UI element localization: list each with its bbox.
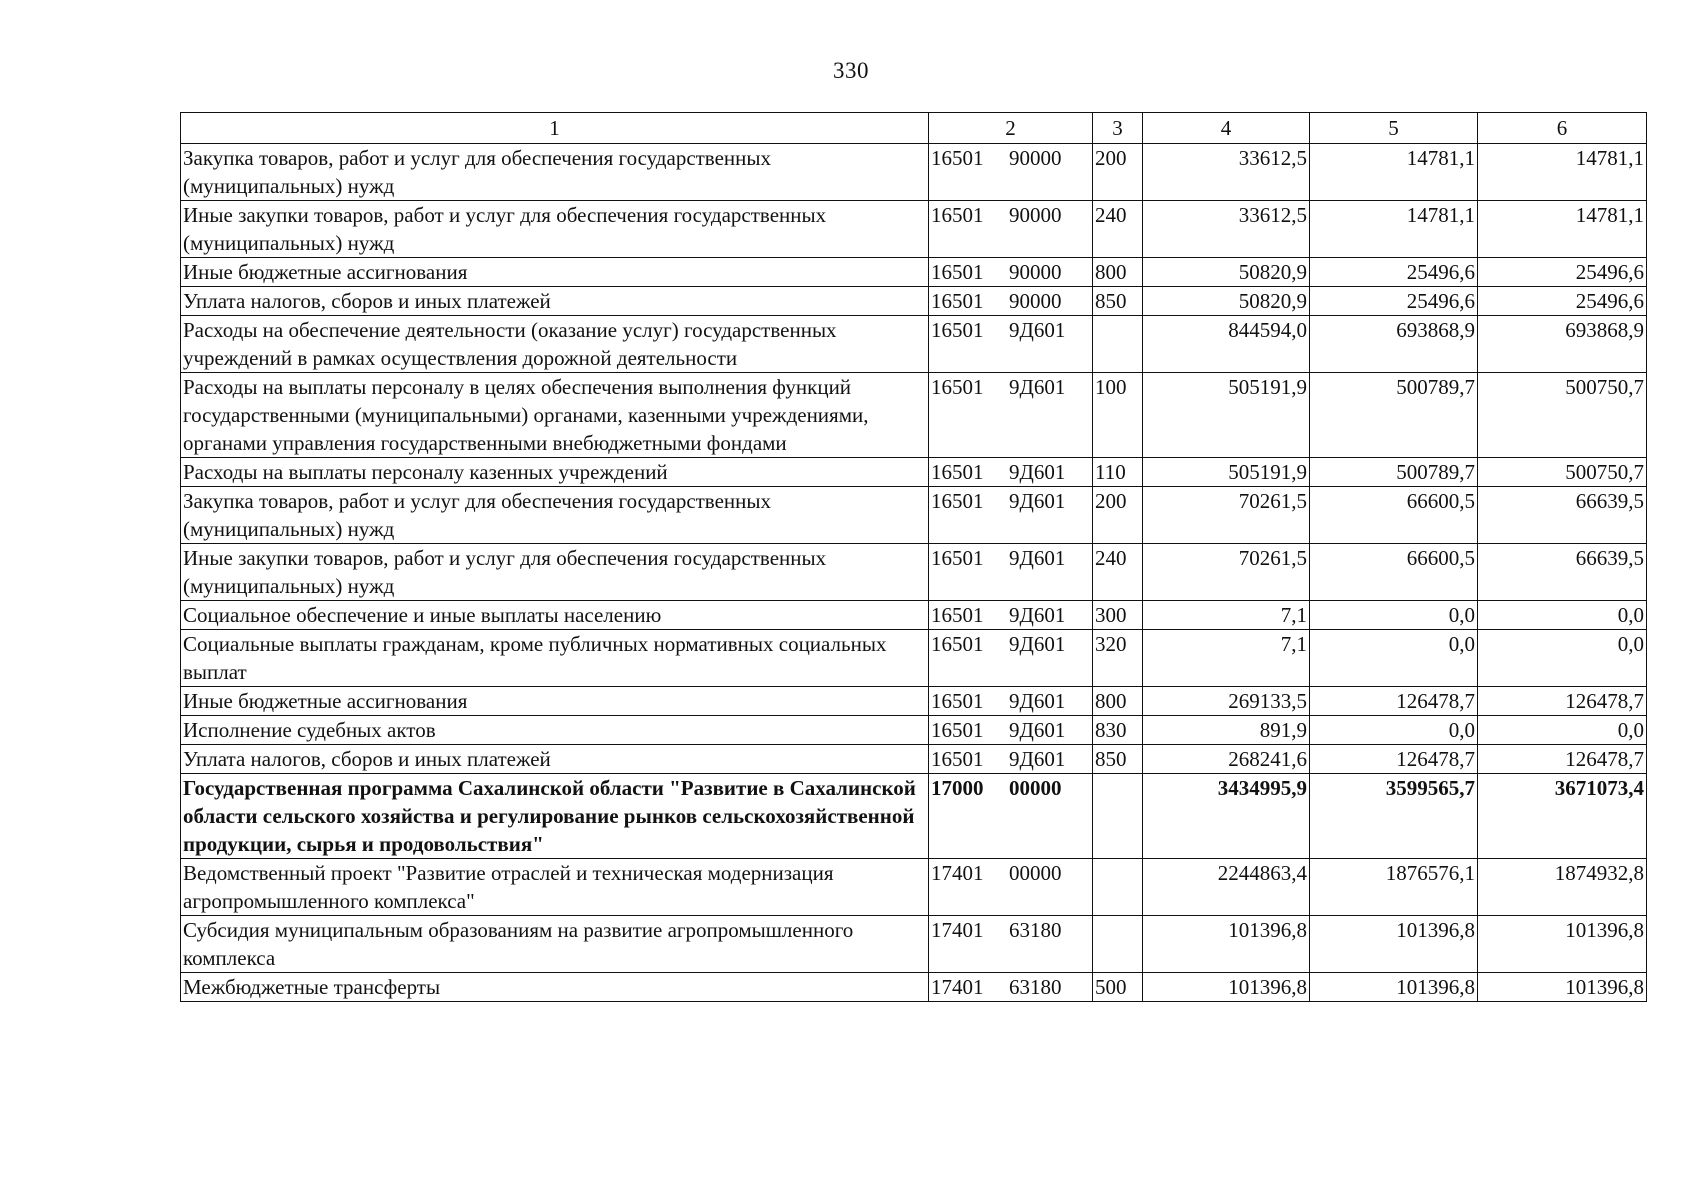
row-code-direction: 63180 bbox=[1009, 918, 1062, 942]
table-row bbox=[181, 287, 1647, 316]
row-value-col4: 505191,9 bbox=[1143, 373, 1310, 458]
row-target-code bbox=[929, 316, 1093, 373]
row-name: Закупка товаров, работ и услуг для обеспечения государственных (муниципальных) нужд bbox=[181, 144, 929, 201]
row-expense-kind: 300 bbox=[1093, 601, 1143, 630]
row-value-col4: 844594,0 bbox=[1143, 316, 1310, 373]
row-code-program: 16501 bbox=[931, 489, 984, 513]
table-row bbox=[181, 144, 1647, 201]
row-target-code bbox=[929, 201, 1093, 258]
row-value-col5: 66600,5 bbox=[1310, 544, 1478, 601]
table-row bbox=[181, 258, 1647, 287]
row-code-direction: 00000 bbox=[1009, 776, 1062, 800]
row-code-direction: 9Д601 bbox=[1009, 546, 1066, 570]
row-value-col4: 70261,5 bbox=[1143, 544, 1310, 601]
row-code-direction: 9Д601 bbox=[1009, 489, 1066, 513]
header-row bbox=[181, 113, 1647, 144]
row-target-code bbox=[929, 973, 1093, 1002]
row-value-col6: 101396,8 bbox=[1478, 916, 1647, 973]
row-code-direction: 9Д601 bbox=[1009, 689, 1066, 713]
row-value-col5: 126478,7 bbox=[1310, 687, 1478, 716]
row-expense-kind bbox=[1093, 916, 1143, 973]
row-code-program: 16501 bbox=[931, 546, 984, 570]
row-value-col4: 7,1 bbox=[1143, 601, 1310, 630]
row-value-col4: 101396,8 bbox=[1143, 916, 1310, 973]
row-value-col5: 693868,9 bbox=[1310, 316, 1478, 373]
row-expense-kind: 850 bbox=[1093, 287, 1143, 316]
row-code-program: 16501 bbox=[931, 718, 984, 742]
budget-table bbox=[180, 112, 1647, 1002]
row-value-col5: 25496,6 bbox=[1310, 287, 1478, 316]
header-col-6: 6 bbox=[1478, 113, 1647, 144]
table-row bbox=[181, 774, 1647, 859]
table-row bbox=[181, 630, 1647, 687]
row-value-col4: 50820,9 bbox=[1143, 287, 1310, 316]
row-name: Расходы на выплаты персоналу в целях обеспечения выполнения функций государственными (муниципальными) органами, казенными учреждениями, органами управления государственными внебюджетными фондами bbox=[181, 373, 929, 458]
table-row bbox=[181, 745, 1647, 774]
table-row bbox=[181, 458, 1647, 487]
row-value-col6: 66639,5 bbox=[1478, 487, 1647, 544]
row-value-col5: 101396,8 bbox=[1310, 916, 1478, 973]
row-value-col5: 0,0 bbox=[1310, 601, 1478, 630]
row-code-direction: 9Д601 bbox=[1009, 318, 1066, 342]
row-value-col4: 3434995,9 bbox=[1143, 774, 1310, 859]
row-target-code bbox=[929, 144, 1093, 201]
row-target-code bbox=[929, 458, 1093, 487]
row-target-code bbox=[929, 916, 1093, 973]
row-code-direction: 9Д601 bbox=[1009, 718, 1066, 742]
row-expense-kind: 800 bbox=[1093, 258, 1143, 287]
row-expense-kind: 830 bbox=[1093, 716, 1143, 745]
row-code-direction: 00000 bbox=[1009, 861, 1062, 885]
row-name: Ведомственный проект "Развитие отраслей и техническая модернизация агропромышленного комплекса" bbox=[181, 859, 929, 916]
row-value-col6: 500750,7 bbox=[1478, 458, 1647, 487]
row-target-code bbox=[929, 859, 1093, 916]
row-target-code bbox=[929, 373, 1093, 458]
row-value-col6: 0,0 bbox=[1478, 630, 1647, 687]
row-expense-kind: 500 bbox=[1093, 973, 1143, 1002]
row-name: Уплата налогов, сборов и иных платежей bbox=[181, 287, 929, 316]
row-name: Иные закупки товаров, работ и услуг для обеспечения государственных (муниципальных) нужд bbox=[181, 201, 929, 258]
header-col-1: 1 bbox=[181, 113, 929, 144]
header-col-2: 2 bbox=[929, 113, 1093, 144]
row-code-program: 16501 bbox=[931, 375, 984, 399]
row-code-direction: 90000 bbox=[1009, 146, 1062, 170]
row-name: Социальные выплаты гражданам, кроме публичных нормативных социальных выплат bbox=[181, 630, 929, 687]
row-name: Межбюджетные трансферты bbox=[181, 973, 929, 1002]
row-value-col6: 25496,6 bbox=[1478, 258, 1647, 287]
row-code-direction: 63180 bbox=[1009, 975, 1062, 999]
table-row bbox=[181, 601, 1647, 630]
table-row bbox=[181, 487, 1647, 544]
row-value-col4: 2244863,4 bbox=[1143, 859, 1310, 916]
row-value-col6: 500750,7 bbox=[1478, 373, 1647, 458]
row-value-col5: 0,0 bbox=[1310, 630, 1478, 687]
row-code-program: 16501 bbox=[931, 460, 984, 484]
row-expense-kind bbox=[1093, 774, 1143, 859]
table-row bbox=[181, 316, 1647, 373]
row-expense-kind: 850 bbox=[1093, 745, 1143, 774]
table-row bbox=[181, 373, 1647, 458]
header-col-3: 3 bbox=[1093, 113, 1143, 144]
row-name: Исполнение судебных актов bbox=[181, 716, 929, 745]
row-value-col5: 101396,8 bbox=[1310, 973, 1478, 1002]
row-target-code bbox=[929, 258, 1093, 287]
row-value-col5: 126478,7 bbox=[1310, 745, 1478, 774]
row-target-code bbox=[929, 716, 1093, 745]
row-value-col4: 101396,8 bbox=[1143, 973, 1310, 1002]
table-body bbox=[181, 144, 1647, 1002]
row-value-col5: 25496,6 bbox=[1310, 258, 1478, 287]
row-target-code bbox=[929, 544, 1093, 601]
row-code-program: 16501 bbox=[931, 318, 984, 342]
row-expense-kind: 110 bbox=[1093, 458, 1143, 487]
row-name: Закупка товаров, работ и услуг для обеспечения государственных (муниципальных) нужд bbox=[181, 487, 929, 544]
row-value-col6: 1874932,8 bbox=[1478, 859, 1647, 916]
row-value-col4: 7,1 bbox=[1143, 630, 1310, 687]
row-name: Субсидия муниципальным образованиям на развитие агропромышленного комплекса bbox=[181, 916, 929, 973]
row-target-code bbox=[929, 687, 1093, 716]
row-value-col5: 0,0 bbox=[1310, 716, 1478, 745]
row-value-col6: 126478,7 bbox=[1478, 687, 1647, 716]
row-name: Уплата налогов, сборов и иных платежей bbox=[181, 745, 929, 774]
row-value-col4: 50820,9 bbox=[1143, 258, 1310, 287]
row-value-col6: 101396,8 bbox=[1478, 973, 1647, 1002]
row-name: Иные бюджетные ассигнования bbox=[181, 687, 929, 716]
row-code-program: 16501 bbox=[931, 747, 984, 771]
row-expense-kind: 320 bbox=[1093, 630, 1143, 687]
row-expense-kind: 800 bbox=[1093, 687, 1143, 716]
row-code-program: 17401 bbox=[931, 861, 984, 885]
row-value-col4: 33612,5 bbox=[1143, 201, 1310, 258]
row-code-direction: 90000 bbox=[1009, 289, 1062, 313]
row-value-col6: 25496,6 bbox=[1478, 287, 1647, 316]
table-row bbox=[181, 544, 1647, 601]
row-code-direction: 9Д601 bbox=[1009, 375, 1066, 399]
row-value-col5: 500789,7 bbox=[1310, 458, 1478, 487]
row-value-col5: 3599565,7 bbox=[1310, 774, 1478, 859]
table-row bbox=[181, 859, 1647, 916]
row-code-program: 16501 bbox=[931, 603, 984, 627]
row-code-program: 17401 bbox=[931, 918, 984, 942]
row-value-col5: 14781,1 bbox=[1310, 201, 1478, 258]
row-value-col4: 70261,5 bbox=[1143, 487, 1310, 544]
row-name: Расходы на обеспечение деятельности (оказание услуг) государственных учреждений в рамках осуществления дорожной деятельности bbox=[181, 316, 929, 373]
row-value-col6: 0,0 bbox=[1478, 601, 1647, 630]
row-value-col5: 1876576,1 bbox=[1310, 859, 1478, 916]
row-value-col6: 0,0 bbox=[1478, 716, 1647, 745]
row-name: Иные бюджетные ассигнования bbox=[181, 258, 929, 287]
row-code-program: 16501 bbox=[931, 146, 984, 170]
row-code-direction: 90000 bbox=[1009, 260, 1062, 284]
row-code-direction: 9Д601 bbox=[1009, 632, 1066, 656]
row-expense-kind bbox=[1093, 316, 1143, 373]
row-expense-kind: 240 bbox=[1093, 201, 1143, 258]
row-code-program: 16501 bbox=[931, 260, 984, 284]
row-target-code bbox=[929, 630, 1093, 687]
row-code-direction: 9Д601 bbox=[1009, 460, 1066, 484]
row-value-col4: 505191,9 bbox=[1143, 458, 1310, 487]
row-expense-kind: 100 bbox=[1093, 373, 1143, 458]
row-value-col4: 268241,6 bbox=[1143, 745, 1310, 774]
row-value-col5: 500789,7 bbox=[1310, 373, 1478, 458]
row-code-direction: 90000 bbox=[1009, 203, 1062, 227]
table-row bbox=[181, 716, 1647, 745]
table-row bbox=[181, 973, 1647, 1002]
row-code-program: 16501 bbox=[931, 632, 984, 656]
row-target-code bbox=[929, 745, 1093, 774]
row-name: Расходы на выплаты персоналу казенных учреждений bbox=[181, 458, 929, 487]
row-expense-kind: 200 bbox=[1093, 144, 1143, 201]
table-row bbox=[181, 916, 1647, 973]
row-value-col4: 269133,5 bbox=[1143, 687, 1310, 716]
table-header bbox=[181, 113, 1647, 144]
page-number: 330 bbox=[833, 58, 869, 83]
row-code-program: 16501 bbox=[931, 203, 984, 227]
row-value-col6: 14781,1 bbox=[1478, 144, 1647, 201]
row-value-col6: 3671073,4 bbox=[1478, 774, 1647, 859]
header-col-4: 4 bbox=[1143, 113, 1310, 144]
row-name: Иные закупки товаров, работ и услуг для обеспечения государственных (муниципальных) нужд bbox=[181, 544, 929, 601]
row-target-code bbox=[929, 774, 1093, 859]
row-name: Государственная программа Сахалинской области "Развитие в Сахалинской области сельского хозяйства и регулирование рынков сельскохозяйственной продукции, сырья и продовольствия" bbox=[181, 774, 929, 859]
row-code-program: 17000 bbox=[931, 776, 984, 800]
row-expense-kind bbox=[1093, 859, 1143, 916]
row-value-col4: 891,9 bbox=[1143, 716, 1310, 745]
row-code-program: 16501 bbox=[931, 289, 984, 313]
table-row bbox=[181, 687, 1647, 716]
row-target-code bbox=[929, 287, 1093, 316]
row-value-col6: 126478,7 bbox=[1478, 745, 1647, 774]
row-value-col6: 66639,5 bbox=[1478, 544, 1647, 601]
row-target-code bbox=[929, 487, 1093, 544]
row-value-col4: 33612,5 bbox=[1143, 144, 1310, 201]
table-row bbox=[181, 201, 1647, 258]
row-expense-kind: 200 bbox=[1093, 487, 1143, 544]
row-code-program: 17401 bbox=[931, 975, 984, 999]
row-value-col5: 66600,5 bbox=[1310, 487, 1478, 544]
row-code-direction: 9Д601 bbox=[1009, 747, 1066, 771]
row-value-col6: 14781,1 bbox=[1478, 201, 1647, 258]
row-target-code bbox=[929, 601, 1093, 630]
row-value-col6: 693868,9 bbox=[1478, 316, 1647, 373]
header-col-5: 5 bbox=[1310, 113, 1478, 144]
row-code-program: 16501 bbox=[931, 689, 984, 713]
row-name: Социальное обеспечение и иные выплаты населению bbox=[181, 601, 929, 630]
row-code-direction: 9Д601 bbox=[1009, 603, 1066, 627]
row-value-col5: 14781,1 bbox=[1310, 144, 1478, 201]
row-expense-kind: 240 bbox=[1093, 544, 1143, 601]
